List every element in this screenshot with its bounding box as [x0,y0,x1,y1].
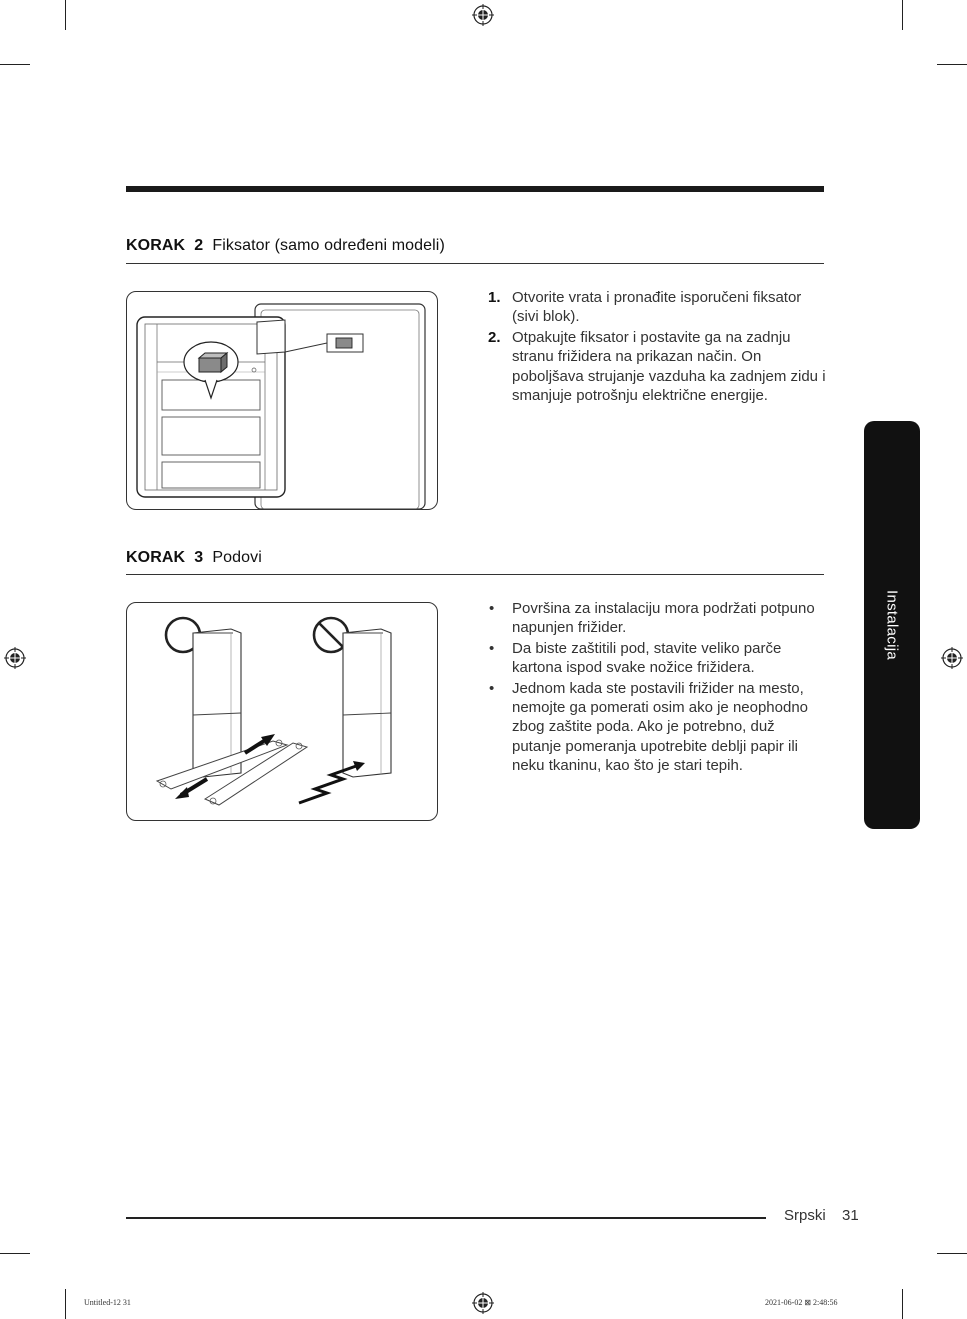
crop-mark [902,1289,903,1319]
section2-heading [126,237,445,255]
section2-rule [126,263,824,264]
registration-mark-icon [472,1292,494,1314]
section2-steps [488,288,828,406]
crop-mark [902,0,903,30]
list-item [488,288,828,327]
list-item: • Jednom kada ste postavili frižider na mesto, nemojte ga pomerati osim ako je neophodno zbog zaštite poda. Ako je potrebno, duž putanje pomeranja upotrebite deblji papir ili neku tkaninu, kao što je stari tepih. [488,679,828,776]
list-item: • Da biste zaštitili pod, stavite veliko parče kartona ispod svake nožice frižidera. [488,639,828,678]
section2-title: Fiksator (samo određeni modeli) [212,237,445,254]
section3-korak: KORAK [126,549,186,566]
list-item [488,328,828,406]
step-text: Otpakujte fiksator i postavite ga na zadnju stranu frižidera na prikazan način. On poboljšava strujanje vazduha ka zadnjem zidu i smanjuje potrošnju električne energije. [512,328,826,405]
top-rule [126,186,824,192]
registration-mark-icon [941,647,963,669]
crop-mark [937,64,967,65]
crop-mark [65,0,66,30]
step-number: 2. [488,328,501,346]
list-item: • Površina za instalaciju mora podržati potpuno napunjen frižider. [488,599,828,638]
slug-right: 2021-06-02 ⊠ 2:48:56 [765,1298,838,1307]
step-number: 1. [488,289,501,306]
step-text: Otvorite vrata i pronađite isporučeni fiksator (sivi blok). [512,289,802,326]
footer-rule [126,1217,766,1219]
crop-mark [937,1253,967,1254]
section3-rule [126,574,824,575]
fridge-interior-drawing [127,292,437,509]
crop-mark [0,1253,30,1254]
registration-mark-icon [4,647,26,669]
page-number: 31 [842,1207,859,1224]
fixator-illustration [126,291,438,510]
crop-mark [0,64,30,65]
section3-heading [126,549,262,567]
section2-korak: KORAK [126,237,186,254]
side-tab-label: Instalacija [883,589,901,661]
side-tab [864,421,920,829]
section3-bullets [488,599,828,777]
footer-language: Srpski [784,1207,826,1224]
floor-illustration [126,602,438,821]
section3-number: 3 [194,549,204,566]
section2-number: 2 [194,237,204,254]
section3-title: Podovi [212,549,262,566]
slug-left: Untitled-12 31 [84,1298,131,1307]
crop-mark [65,1289,66,1319]
fridge-floor-drawing [127,603,437,820]
registration-mark-icon [472,4,494,26]
